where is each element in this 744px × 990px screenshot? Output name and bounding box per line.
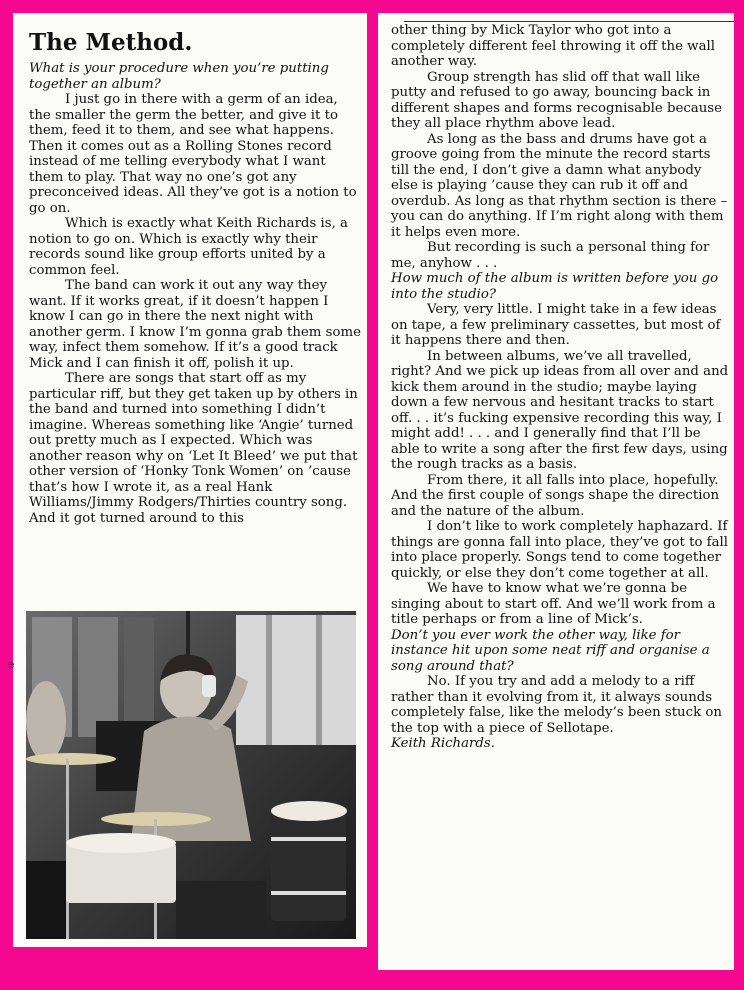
paragraph: There are songs that start off as my particular riff, but they get taken up by others in the band and turned into something I didn’t imagine. Whereas something like ‘Angie’ turned out pretty much as I expected. Which was another reason why on ‘Let It Bleed’ we put that other version of ‘Honky Tonk Women’ on ’cause that’s how I wrote it, as a real Hank Williams/Jimmy Rodgers/Thirties country song. And it got turned around to this	[29, 371, 358, 526]
paragraph: No. If you try and add a melody to a riff rather than it evolving from it, it always sounds completely false, like the melody’s been stuck on the top with a piece of Sellotape.	[391, 674, 722, 736]
paragraph: Very, very little. I might take in a few ideas on tape, a few preliminary cassettes, but most of it happens there and then.	[391, 302, 721, 348]
paragraph: But recording is such a personal thing for me, anyhow . . .	[391, 240, 710, 271]
interview-question: How much of the album is written before you go into the studio?	[391, 271, 719, 302]
top-rule	[404, 21, 734, 22]
paragraph: In between albums, we’ve all travelled, right? And we pick up ideas from all over and and kick them around in the studio; maybe laying down a few nervous and hesitant tracks to start off. . . it’s fucking expensive recording this way, I might add! . . . and I generally find that I’ll be able to write a song after the first few days, using the rough tracks as a basis.	[391, 348, 729, 472]
article-title: The Method.	[29, 29, 193, 56]
signature: Keith Richards.	[391, 736, 495, 751]
paragraph: Which is exactly what Keith Richards is, a notion to go on. Which is exactly why their records sound like group efforts united by a common feel.	[29, 216, 348, 278]
studio-photo	[26, 611, 356, 939]
interview-question: What is your procedure when you’re putting together an album?	[29, 61, 329, 92]
paragraph: We have to know what we’re gonna be singing about to start off. And we’ll work from a title perhaps or from a line of Mick’s.	[391, 581, 716, 627]
drummer-in-studio-image	[26, 611, 356, 939]
paragraph: I just go in there with a germ of an idea, the smaller the germ the better, and give it to them, feed it to them, and see what happens. Then it comes out as a Rolling Stones record instead of me telling everybody what I want them to play. That way no one’s got any preconceived ideas. All they’ve got is a notion to go on.	[29, 92, 357, 216]
interview-question: Don’t you ever work the other way, like for instance hit upon some neat riff and organise a song around that?	[391, 627, 710, 674]
paragraph: I don’t like to work completely haphazard. If things are gonna fall into place, they’ve got to fall into place properly. Songs tend to come together quickly, or else they don’t come together at all.	[391, 519, 729, 581]
right-page	[378, 13, 734, 970]
paragraph: The band can work it out any way they want. If it works great, if it doesn’t happen I know I can go in there the next night with another germ. I know I’m gonna grab them some way, infect them somehow. If it’s a good track Mick and I can finish it off, polish it up.	[29, 278, 361, 371]
paragraph: Group strength has slid off that wall like putty and refused to go away, bouncing back in different shapes and forms recognisable because they all place rhythm above lead.	[391, 69, 722, 131]
right-column	[391, 23, 729, 752]
paragraph: From there, it all falls into place, hopefully. And the first couple of songs shape the direction and the nature of the album.	[391, 472, 720, 519]
paragraph: As long as the bass and drums have got a groove going from the minute the record starts till the end, I don’t give a damn what anybody else is playing ’cause they can rub it off and overdub. As long as that rhythm section is there – you can do anything. If I’m right along with them it helps even more.	[391, 131, 728, 240]
side-mark: e	[8, 658, 15, 671]
left-column	[29, 61, 363, 526]
left-page	[13, 13, 367, 947]
paragraph: other thing by Mick Taylor who got into a completely different feel throwing it off the wall another way.	[391, 23, 716, 69]
